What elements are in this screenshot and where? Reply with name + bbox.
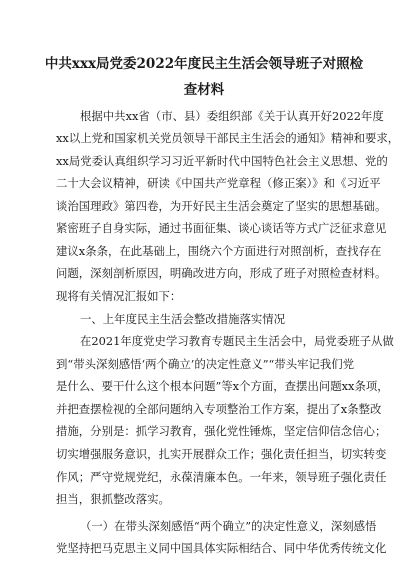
body-line: 措施，分别是：抓学习教育，强化党性锤炼，坚定信仰信念信心； <box>56 424 387 438</box>
body-line: 在2021年度党史学习教育专题民主生活会中，局党委班子从做 <box>80 334 394 348</box>
body-line: xx以上党和国家机关党员领导干部民主生活会的通知》精神和要求， <box>56 131 400 145</box>
subsection-line: （一）在带头深刻感悟“两个确立”的决定性意义，深刻感悟 <box>80 519 377 533</box>
body-line: 问题，深刻剖析原因，明确改进方向，形成了班子对照检查材料。 <box>56 266 387 280</box>
body-line: 二十大会议精神，研读《中国共产党章程（修正案）》和《习近平 <box>56 176 381 190</box>
body-line: 建议x条条，在此基础上，围绕六个方面进行对照剖析，查找存在 <box>56 244 382 258</box>
document-title-line-2: 查材料 <box>183 82 225 98</box>
body-line: 是什么、要干什么这个根本问题”等x个方面，查摆出问题xx条项， <box>56 379 389 393</box>
body-line: 现将有关情况汇报如下： <box>56 289 182 303</box>
body-line: 切实增强服务意识，扎实开展群众工作；强化责任担当，切实转变 <box>56 447 387 461</box>
body-line: 作风；严守党规党纪，永葆清廉本色。一年来，领导班子强化责任 <box>56 470 387 484</box>
body-line: 紧密班子自身实际，通过书面征集、谈心谈话等方式广泛征求意见 <box>56 221 387 235</box>
body-line: 并把查摆检视的全部问题纳入专项整治工作方案，提出了x条整改 <box>56 402 382 416</box>
document-title-line-1: 中共xxx局党委2022年度民主生活会领导班子对照检 <box>44 56 364 72</box>
body-line: 谈治国理政》第四卷，为开好民主生活会奠定了坚实的思想基础。 <box>56 199 387 213</box>
section-heading: 一、上年度民主生活会整改措施落实情况 <box>80 312 286 326</box>
body-line: 到“带头深刻感悟‘两个确立’的决定性意义”“带头牢记我们党 <box>56 357 355 371</box>
body-line: 党坚持把马克思主义同中国具体实际相结合、同中华优秀传统文化 <box>56 541 387 555</box>
body-line: 根据中共xx省（市、县）委组织部《关于认真开好2022年度 <box>80 109 384 123</box>
body-line: xx局党委认真组织学习习近平新时代中国特色社会主义思想、党的 <box>56 154 388 168</box>
body-line: 担当，狠抓整改落实。 <box>56 492 170 506</box>
